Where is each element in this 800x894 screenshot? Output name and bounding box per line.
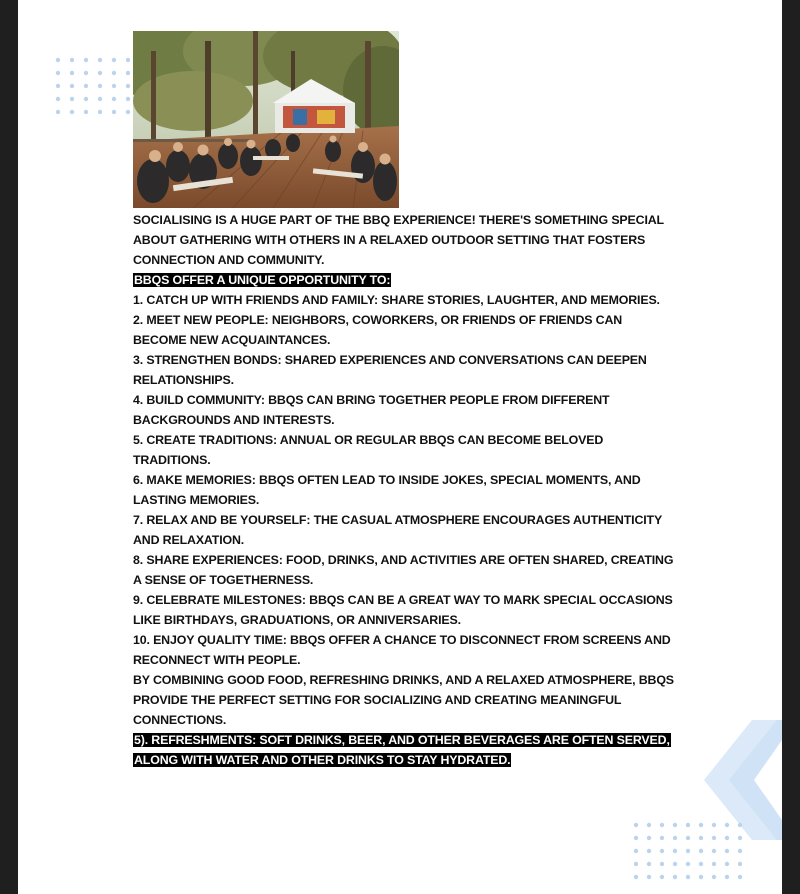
paragraph-conclusion: BY COMBINING GOOD FOOD, REFRESHING DRINKS, AND A RELAXED ATMOSPHERE, BBQS PROVIDE THE PERFECT SETTING FOR SOCIALIZING AND CREATING MEANINGFUL CONNECTIONS. [133, 673, 674, 727]
decorative-dot-grid-top-left [55, 57, 131, 117]
list-item-2: 2. MEET NEW PEOPLE: NEIGHBORS, COWORKERS, OR FRIENDS OF FRIENDS CAN BECOME NEW ACQUAINTANCES. [133, 313, 623, 347]
list-item-7: 7. RELAX AND BE YOURSELF: THE CASUAL ATMOSPHERE ENCOURAGES AUTHENTICITY AND RELAXATION. [133, 513, 662, 547]
document-page [18, 0, 782, 894]
list-item-10: 10. ENJOY QUALITY TIME: BBQS OFFER A CHANCE TO DISCONNECT FROM SCREENS AND RECONNECT WITH PEOPLE. [133, 633, 671, 667]
list-item-5: 5. CREATE TRADITIONS: ANNUAL OR REGULAR BBQS CAN BECOME BELOVED TRADITIONS. [133, 433, 604, 467]
list-item-4: 4. BUILD COMMUNITY: BBQS CAN BRING TOGETHER PEOPLE FROM DIFFERENT BACKGROUNDS AND INTERESTS. [133, 393, 610, 427]
paragraph-intro: SOCIALISING IS A HUGE PART OF THE BBQ EXPERIENCE! THERE'S SOMETHING SPECIAL ABOUT GATHERING WITH OTHERS IN A RELAXED OUTDOOR SETTING THAT FOSTERS CONNECTION AND COMMUNITY. [133, 213, 664, 267]
list-item-9: 9. CELEBRATE MILESTONES: BBQS CAN BE A GREAT WAY TO MARK SPECIAL OCCASIONS LIKE BIRTHDAYS, GRADUATIONS, OR ANNIVERSARIES. [133, 593, 673, 627]
list-item-8: 8. SHARE EXPERIENCES: FOOD, DRINKS, AND ACTIVITIES ARE OFTEN SHARED, CREATING A SENSE OF TOGETHERNESS. [133, 553, 674, 587]
list-item-1: 1. CATCH UP WITH FRIENDS AND FAMILY: SHARE STORIES, LAUGHTER, AND MEMORIES. [133, 293, 660, 307]
bbq-gathering-photo [133, 31, 399, 208]
paragraph-refreshments: 5). REFRESHMENTS: SOFT DRINKS, BEER, AND OTHER BEVERAGES ARE OFTEN SERVED, ALONG WITH WATER AND OTHER DRINKS TO STAY HYDRATED. [134, 733, 670, 767]
paragraph-opportunity-heading: BBQS OFFER A UNIQUE OPPORTUNITY TO: [134, 273, 391, 287]
document-body-text [133, 210, 678, 770]
list-item-6: 6. MAKE MEMORIES: BBQS OFTEN LEAD TO INSIDE JOKES, SPECIAL MOMENTS, AND LASTING MEMORIES. [133, 473, 641, 507]
list-item-3: 3. STRENGTHEN BONDS: SHARED EXPERIENCES AND CONVERSATIONS CAN DEEPEN RELATIONSHIPS. [133, 353, 647, 387]
decorative-dot-grid-bottom-right [633, 822, 753, 882]
